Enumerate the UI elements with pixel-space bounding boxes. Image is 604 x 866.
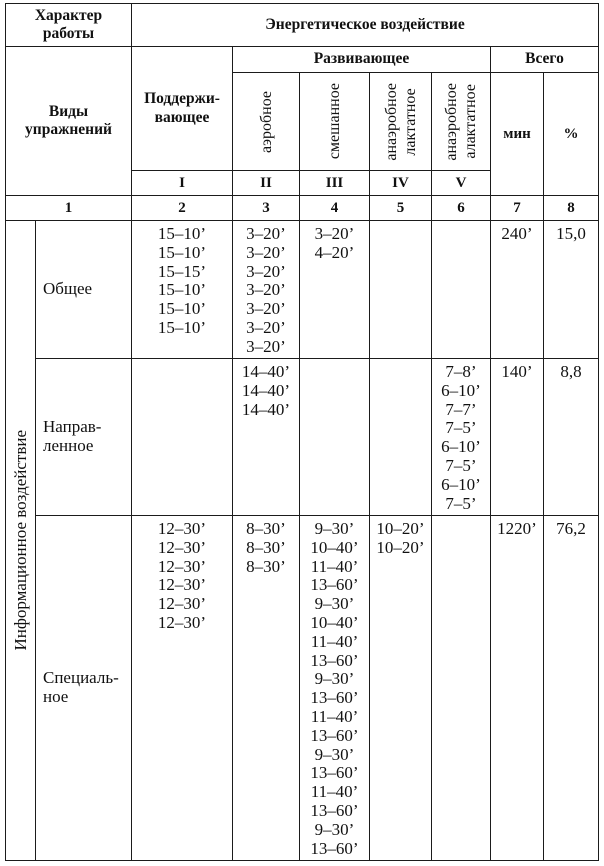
- row-label: [35, 220, 132, 359]
- cell-anaerobic-alactate: [431, 358, 491, 516]
- header-minutes: [490, 72, 544, 196]
- cell-anaerobic-lactate: [369, 220, 432, 359]
- value-line: 12–30’: [157, 537, 207, 557]
- label-line: Направ-: [43, 417, 102, 437]
- column-number-text: 8: [567, 200, 575, 216]
- value-line: 15–10’: [157, 242, 207, 262]
- header-line: анаэробное: [382, 82, 400, 161]
- header-exercise-types: [5, 46, 132, 196]
- training-load-table: [5, 3, 599, 861]
- row-label-text: [43, 418, 101, 455]
- header-developing: [232, 46, 491, 73]
- cell-total-percent: [543, 220, 599, 359]
- column-number-text: 4: [330, 200, 339, 216]
- column-number-text: 2: [178, 200, 186, 216]
- header-anaerobic-alactate-text: [442, 83, 480, 161]
- value-line: 3–20’: [246, 336, 286, 356]
- value-line: 3–20’: [246, 224, 286, 243]
- header-anaerobic-lactate: [369, 72, 432, 171]
- value-line: 9–30’: [314, 519, 355, 538]
- value-line: 11–40’: [310, 706, 359, 726]
- value-line: 10–20’: [376, 537, 425, 557]
- roman-numeral-text: V: [455, 175, 467, 191]
- value-line: 8–30’: [246, 556, 286, 576]
- column-number-text: 6: [457, 200, 465, 216]
- value-line: 11–40’: [310, 556, 359, 576]
- value-line: 9–30’: [314, 594, 355, 614]
- column-number-1: [5, 195, 132, 221]
- label-line: ное: [43, 687, 69, 706]
- cell-aerobic: [232, 220, 300, 359]
- value-line: 7–5’: [445, 493, 477, 513]
- header-line: работы: [42, 25, 95, 42]
- value-line: 10–40’: [310, 537, 359, 557]
- value-line: 140’: [501, 362, 533, 381]
- cell-supporting: [131, 515, 233, 861]
- value-line: 8–30’: [246, 537, 286, 557]
- value-line: 13–60’: [310, 838, 359, 858]
- roman-numeral-text: I: [179, 175, 185, 191]
- header-mixed-text: [325, 83, 344, 159]
- value-line: 7–5’: [445, 418, 477, 438]
- header-minutes-text: мин: [503, 126, 531, 142]
- header-line: алактатное: [462, 84, 479, 159]
- value-line: 9–30’: [314, 744, 355, 764]
- header-line: аэробное: [257, 90, 275, 153]
- header-line: упражнений: [25, 121, 112, 138]
- column-number-6: [431, 195, 491, 221]
- value-line: 3–20’: [246, 280, 286, 300]
- value-line: 13–60’: [310, 800, 359, 820]
- label-line: Общее: [43, 279, 93, 299]
- value-line: 4–20’: [314, 242, 355, 262]
- value-line: 12–30’: [157, 556, 207, 576]
- value-line: 3–20’: [246, 299, 286, 319]
- header-line: вающее: [154, 108, 210, 126]
- value-line: 15,0: [556, 224, 586, 243]
- cell-anaerobic-lactate: [369, 515, 432, 861]
- group-label-text: Информационное воздействие: [10, 430, 30, 651]
- value-line: 9–30’: [314, 819, 355, 839]
- roman-numeral-v: [431, 170, 491, 196]
- value-line: 6–10’: [441, 437, 481, 457]
- header-anaerobic-alactate: [431, 72, 491, 171]
- row-label-text: [43, 280, 92, 299]
- header-percent-text: %: [563, 126, 579, 142]
- cell-total-percent: [543, 358, 599, 516]
- header-exercise-types-text: [25, 103, 112, 140]
- cell-anaerobic-alactate: [431, 220, 491, 359]
- header-total-text: Всего: [525, 50, 564, 68]
- column-number-2: [131, 195, 233, 221]
- roman-numeral-ii: [232, 170, 300, 196]
- header-total: [490, 46, 599, 73]
- value-line: 6–10’: [441, 474, 481, 494]
- column-number-text: 1: [64, 200, 73, 216]
- value-line: 13–60’: [310, 725, 359, 745]
- column-number-text: 5: [396, 200, 405, 216]
- value-line: 14–40’: [241, 362, 291, 381]
- value-line: 240’: [501, 224, 533, 243]
- value-line: 3–20’: [246, 261, 286, 281]
- value-line: 7–8’: [445, 362, 477, 381]
- row-label: [35, 515, 132, 861]
- value-line: 13–60’: [310, 763, 359, 783]
- value-line: 15–10’: [157, 299, 207, 319]
- label-line: Специаль-: [43, 668, 119, 688]
- value-line: 13–60’: [310, 575, 359, 595]
- cell-total-min: [490, 220, 544, 359]
- cell-total-min: [490, 358, 544, 516]
- cell-aerobic: [232, 358, 300, 516]
- value-line: 12–30’: [157, 594, 207, 614]
- value-line: 3–20’: [246, 242, 286, 262]
- header-supporting-text: [144, 90, 220, 127]
- value-line: 8,8: [560, 362, 582, 381]
- header-line: Поддержи-: [144, 90, 220, 107]
- cell-mixed: [299, 358, 370, 516]
- value-line: 11–40’: [310, 631, 359, 651]
- cell-total-percent: [543, 515, 599, 861]
- value-line: 7–7’: [445, 399, 477, 419]
- header-line: лактатное: [401, 87, 419, 156]
- column-number-3: [232, 195, 300, 221]
- value-line: 12–30’: [157, 575, 207, 595]
- value-line: 11–40’: [310, 782, 359, 802]
- header-aerobic-text: [257, 91, 276, 153]
- value-line: 12–30’: [157, 612, 207, 632]
- column-number-5: [369, 195, 432, 221]
- value-line: 10–40’: [310, 612, 359, 632]
- label-line: ленное: [43, 436, 94, 455]
- row-label-text: [43, 669, 119, 706]
- header-energy-impact: [131, 3, 599, 47]
- header-line: Характер: [34, 6, 103, 24]
- roman-numeral-i: [131, 170, 233, 196]
- value-line: 7–5’: [445, 455, 477, 475]
- header-work-character: [5, 3, 132, 47]
- value-line: 12–30’: [157, 519, 207, 538]
- value-line: 8–30’: [246, 519, 286, 538]
- cell-mixed: [299, 220, 370, 359]
- value-line: 6–10’: [441, 380, 481, 400]
- cell-anaerobic-alactate: [431, 515, 491, 861]
- cell-supporting: [131, 358, 233, 516]
- header-anaerobic-lactate-text: [382, 83, 420, 161]
- value-line: 3–20’: [246, 317, 286, 337]
- value-line: 15–15’: [157, 261, 207, 281]
- cell-mixed: [299, 515, 370, 861]
- header-line: анаэробное: [443, 82, 460, 161]
- value-line: 3–20’: [314, 224, 355, 243]
- value-line: 15–10’: [157, 224, 207, 243]
- value-line: 14–40’: [241, 399, 291, 419]
- value-line: 13–60’: [310, 650, 359, 670]
- roman-numeral-text: III: [325, 175, 344, 191]
- column-number-7: [490, 195, 544, 221]
- row-label: [35, 358, 132, 516]
- cell-anaerobic-lactate: [369, 358, 432, 516]
- header-work-character-text: [35, 7, 102, 44]
- header-line: смешанное: [326, 83, 343, 160]
- value-line: 76,2: [556, 519, 586, 538]
- header-percent: [543, 72, 599, 196]
- header-energy-impact-text: Энергетическое воздействие: [265, 15, 465, 33]
- cell-aerobic: [232, 515, 300, 861]
- header-aerobic: [232, 72, 300, 171]
- column-number-4: [299, 195, 370, 221]
- roman-numeral-text: II: [260, 175, 272, 191]
- header-supporting: [131, 46, 233, 171]
- roman-numeral-iii: [299, 170, 370, 196]
- value-line: 15–10’: [157, 317, 207, 337]
- value-line: 13–60’: [310, 688, 359, 708]
- value-line: 14–40’: [241, 380, 291, 400]
- value-line: 10–20’: [376, 519, 425, 538]
- value-line: 9–30’: [314, 669, 355, 689]
- cell-supporting: [131, 220, 233, 359]
- header-line: Виды: [48, 102, 89, 120]
- header-developing-text: Развивающее: [313, 50, 410, 68]
- roman-numeral-iv: [369, 170, 432, 196]
- column-number-8: [543, 195, 599, 221]
- column-number-text: 3: [262, 200, 270, 216]
- column-number-text: 7: [513, 200, 521, 216]
- group-label-information-impact: [5, 220, 36, 861]
- header-mixed: [299, 72, 370, 171]
- cell-total-min: [490, 515, 544, 861]
- roman-numeral-text: IV: [392, 175, 409, 191]
- value-line: 1220’: [497, 519, 537, 538]
- value-line: 15–10’: [157, 280, 207, 300]
